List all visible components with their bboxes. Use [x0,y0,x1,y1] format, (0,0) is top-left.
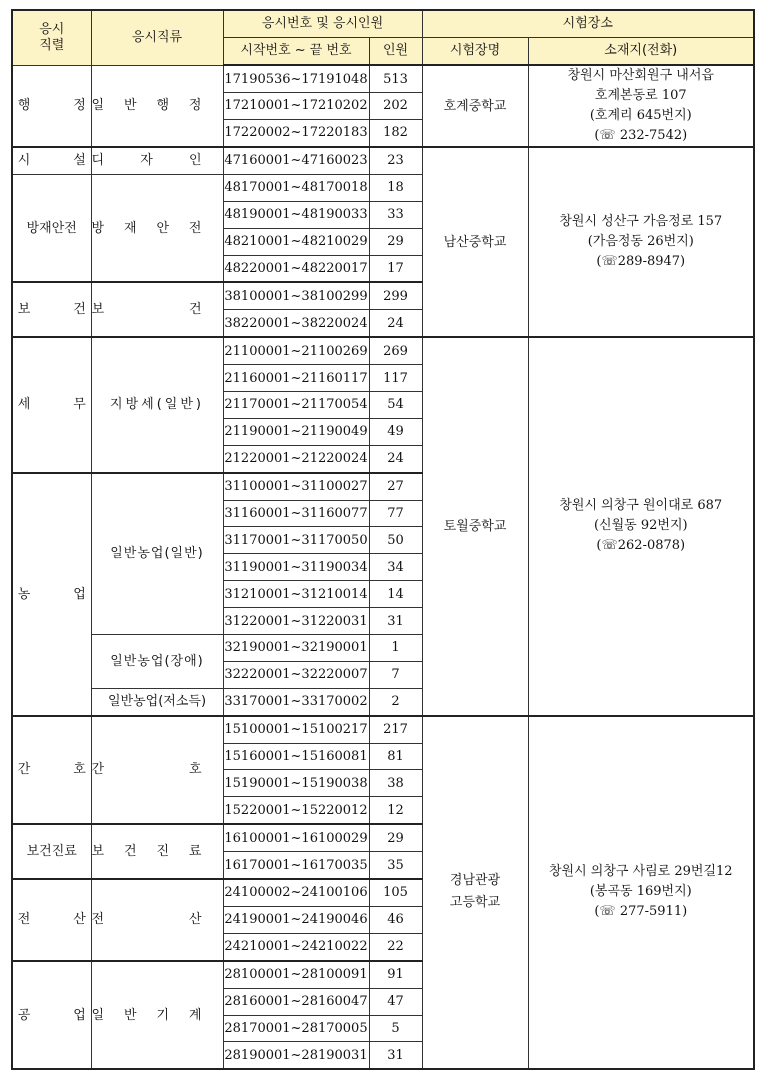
cat-char: 전 [17,912,31,928]
venue-addr-gyeongnam [528,716,754,1070]
count-cell: 31 [369,608,422,635]
range-cell: 15100001~15100217 [223,716,369,743]
range-cell: 33170001~33170002 [223,688,369,715]
range-cell: 47160001~47160023 [223,147,369,174]
header-category-line2: 직렬 [39,37,65,53]
header-count: 인원 [369,38,422,66]
range-cell: 28160001~28160047 [223,988,369,1015]
pos-char: 보 [91,302,105,318]
count-cell: 18 [369,174,422,201]
range-cell: 28190001~28190031 [223,1042,369,1069]
addr-line: 창원시 마산회원구 내서읍 [567,68,714,83]
count-cell: 117 [369,365,422,392]
count-cell: 49 [369,418,422,445]
count-cell: 35 [369,852,422,879]
cat-char: 정 [73,98,86,114]
pos-char: 인 [188,153,202,169]
venue-addr-hogye [528,65,754,147]
category-nursing [12,716,91,825]
count-cell: 77 [369,500,422,527]
category-disaster: 방재안전 [12,174,91,282]
pos-char: 건 [188,302,202,318]
exam-venue-table-wrapper [11,9,755,1070]
range-cell: 21160001~21160117 [223,365,369,392]
cat-char: 시 [17,153,31,169]
range-cell: 17210001~17210202 [223,93,369,120]
header-position: 응시직류 [91,10,223,65]
venue-name-gyeongnam [422,716,528,1070]
range-cell: 28100001~28100091 [223,961,369,988]
pos-char: 간 [91,762,105,778]
header-venue-name: 시험장명 [422,38,528,66]
count-cell: 269 [369,337,422,364]
addr-line: (☏262-0878) [596,538,686,554]
range-cell: 16170001~16170035 [223,852,369,879]
pos-char: 일 [91,98,105,114]
pos-char: 호 [188,762,202,778]
venue-addr-namsan [528,147,754,337]
range-cell: 15220001~15220012 [223,797,369,824]
addr-line: (☏ 232-7542) [594,128,688,143]
range-cell: 21190001~21190049 [223,418,369,445]
category-medtech: 보건진료 [12,824,91,879]
category-agri [12,473,91,716]
header-venue-group: 시험장소 [422,10,754,38]
venue-name-hogye: 호계중학교 [422,65,528,147]
count-cell: 24 [369,445,422,472]
pos-char: 계 [188,1007,202,1023]
venue-name-namsan: 남산중학교 [422,147,528,337]
range-cell: 31160001~31160077 [223,500,369,527]
table-body [12,65,754,1069]
pos-char: 기 [156,1007,169,1023]
range-cell: 32220001~32220007 [223,661,369,688]
position-medtech [91,824,223,879]
count-cell: 5 [369,1015,422,1042]
range-cell: 48210001~48210029 [223,228,369,255]
count-cell: 47 [369,988,422,1015]
cat-char: 농 [17,586,31,602]
addr-line: (☏ 277-5911) [594,904,688,920]
pos-char: 방 [91,220,105,236]
count-cell: 34 [369,554,422,581]
range-cell: 15190001~15190038 [223,770,369,797]
position-nursing [91,716,223,825]
position-computing [91,879,223,961]
range-cell: 16100001~16100029 [223,824,369,851]
count-cell: 17 [369,255,422,282]
range-cell: 31190001~31190034 [223,554,369,581]
category-facility [12,147,91,174]
cat-char: 건 [73,302,86,318]
count-cell: 33 [369,201,422,228]
addr-line: (☏289-8947) [596,254,686,270]
count-cell: 81 [369,743,422,770]
position-health [91,282,223,337]
addr-line: 호계본동로 107 [594,88,687,103]
position-agri-general: 일반농업(일반) [91,473,223,635]
count-cell: 29 [369,228,422,255]
count-cell: 2 [369,688,422,715]
range-cell: 24210001~24210022 [223,933,369,960]
venue-name-towol: 토월중학교 [422,337,528,715]
range-cell: 31210001~31210014 [223,581,369,608]
table-header [12,10,754,65]
category-admin [12,65,91,147]
range-cell: 48170001~48170018 [223,174,369,201]
cat-char: 행 [17,98,31,114]
addr-line: (봉곡동 169번지) [589,884,692,900]
venue-name-line: 고등학교 [449,895,501,911]
venue-name-line: 경남관광 [449,873,501,889]
pos-char: 행 [156,98,169,114]
range-cell: 21220001~21220024 [223,445,369,472]
table-row [12,716,754,743]
count-cell: 217 [369,716,422,743]
range-cell: 32190001~32190001 [223,635,369,662]
pos-char: 정 [188,98,202,114]
table-row [12,65,754,93]
count-cell: 202 [369,93,422,120]
range-cell: 38100001~38100299 [223,282,369,309]
exam-venue-table [11,9,755,1070]
count-cell: 22 [369,933,422,960]
range-cell: 15160001~15160081 [223,743,369,770]
count-cell: 29 [369,824,422,851]
pos-char: 재 [123,220,137,236]
count-cell: 12 [369,797,422,824]
range-cell: 24100002~24100106 [223,879,369,906]
count-cell: 7 [369,661,422,688]
category-industry [12,961,91,1070]
pos-char: 자 [140,153,153,169]
pos-char: 일 [91,1007,105,1023]
addr-line: 창원시 성산구 가음정로 157 [559,214,723,230]
header-range: 시작번호 ~ 끝 번호 [223,38,369,66]
cat-char: 보 [17,302,31,318]
addr-line: 창원시 의창구 원이대로 687 [559,498,723,514]
table-row [12,337,754,364]
position-design [91,147,223,174]
pos-char: 전 [188,220,202,236]
position-machinery [91,961,223,1070]
venue-addr-towol [528,337,754,715]
count-cell: 105 [369,879,422,906]
range-cell: 21100001~21100269 [223,337,369,364]
range-cell: 48190001~48190033 [223,201,369,228]
count-cell: 24 [369,310,422,337]
count-cell: 54 [369,392,422,419]
count-cell: 91 [369,961,422,988]
pos-char: 진 [156,844,169,860]
position-admin [91,65,223,147]
count-cell: 46 [369,906,422,933]
range-cell: 24190001~24190046 [223,906,369,933]
position-disaster [91,174,223,282]
pos-char: 보 [91,844,105,860]
pos-char: 료 [188,844,202,860]
range-cell: 17190536~17191048 [223,65,369,93]
range-cell: 48220001~48220017 [223,255,369,282]
pos-char: 반 [123,1007,137,1023]
pos-char: 디 [91,153,105,169]
header-number-group: 응시번호 및 응시인원 [223,10,422,38]
range-cell: 21170001~21170054 [223,392,369,419]
range-cell: 28170001~28170005 [223,1015,369,1042]
cat-char: 설 [73,153,86,169]
count-cell: 299 [369,282,422,309]
count-cell: 513 [369,65,422,93]
cat-char: 업 [73,586,86,602]
addr-line: (신월동 92번지) [593,518,688,534]
cat-char: 호 [73,762,86,778]
cat-char: 공 [17,1007,31,1023]
position-tax: 지방세(일반) [91,337,223,472]
category-tax [12,337,91,472]
position-agri-lowincome: 일반농업(저소득) [91,688,223,715]
range-cell: 17220002~17220183 [223,119,369,147]
cat-char: 업 [73,1007,86,1023]
cat-char: 무 [73,397,86,413]
range-cell: 31220001~31220031 [223,608,369,635]
table-row [12,147,754,174]
pos-char: 산 [188,912,202,928]
count-cell: 38 [369,770,422,797]
category-computing [12,879,91,961]
count-cell: 14 [369,581,422,608]
pos-char: 전 [91,912,105,928]
range-cell: 31100001~31100027 [223,473,369,500]
header-venue-addr: 소재지(전화) [528,38,754,66]
range-cell: 38220001~38220024 [223,310,369,337]
addr-line: 창원시 의창구 사림로 29번길12 [548,864,733,880]
pos-char: 건 [123,844,137,860]
pos-char: 안 [156,220,169,236]
addr-line: (호계리 645번지) [589,108,692,123]
count-cell: 182 [369,119,422,147]
header-category [12,10,91,65]
count-cell: 1 [369,635,422,662]
cat-char: 간 [17,762,31,778]
pos-char: 반 [123,98,137,114]
range-cell: 31170001~31170050 [223,527,369,554]
category-health [12,282,91,337]
count-cell: 31 [369,1042,422,1069]
position-agri-disabled: 일반농업(장애) [91,635,223,689]
count-cell: 23 [369,147,422,174]
addr-line: (가음정동 26번지) [587,234,694,250]
cat-char: 세 [17,397,31,413]
count-cell: 50 [369,527,422,554]
cat-char: 산 [73,912,86,928]
header-category-line1: 응시 [39,21,65,37]
count-cell: 27 [369,473,422,500]
